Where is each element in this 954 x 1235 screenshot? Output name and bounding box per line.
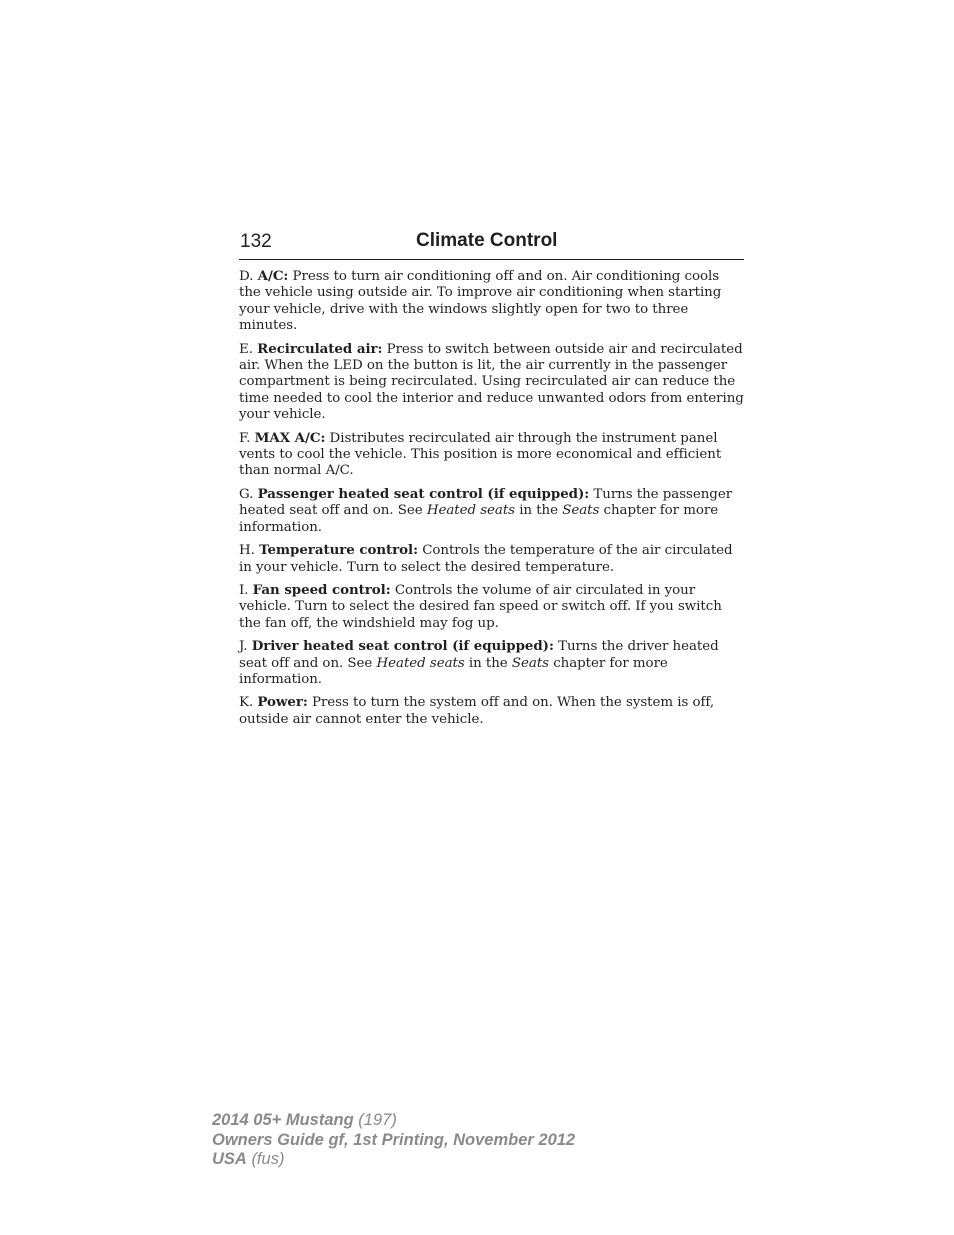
item-text: Turns the passenger heated seat off and on. See (239, 486, 733, 519)
item-letter: F. (239, 430, 251, 446)
item-letter: K. (239, 695, 254, 711)
cross-reference-seats-chapter: Seats (511, 655, 549, 671)
item-term: Passenger heated seat control (if equipped): (257, 485, 590, 502)
item-text: Controls the volume of air circulated in your vehicle. Turn to select the desired fan speed or switch off. If you switch the fan off, the windshield may fog up. (239, 582, 722, 631)
item-letter: G. (239, 486, 254, 502)
item-text: Press to turn the system off and on. When the system is off, outside air cannot enter the vehicle. (239, 695, 715, 727)
item-text: Controls the temperature of the air circulated in your vehicle. Turn to select the desired temperature. (239, 543, 733, 575)
page-footer (212, 1111, 575, 1170)
item-term: Power: (257, 694, 308, 711)
item-term: Driver heated seat control (if equipped): (251, 638, 554, 655)
footer-model-code: (197) (358, 1111, 397, 1129)
item-text: Distributes recirculated air through the instrument panel vents to cool the vehicle. This position is more economical and efficient than normal A/C. (239, 430, 722, 479)
item-g (239, 486, 745, 536)
item-text: chapter for more information. (239, 655, 668, 687)
cross-reference-heated-seats: Heated seats (426, 503, 515, 519)
item-text: Press to turn air conditioning off and on. Air conditioning cools the vehicle using outside air. To improve air conditioning when starting your vehicle, drive with the windows slightly open for two to three minutes. (239, 269, 722, 334)
footer-model: 2014 05+ Mustang (212, 1111, 354, 1129)
item-term: Temperature control: (259, 542, 418, 559)
body-text (239, 268, 745, 734)
item-f (239, 430, 745, 480)
cross-reference-heated-seats: Heated seats (376, 655, 465, 671)
item-k (239, 694, 745, 728)
item-e (239, 341, 745, 424)
item-text: Turns the driver heated seat off and on. See (239, 639, 719, 671)
item-j (239, 638, 745, 688)
item-term: Fan speed control: (252, 581, 391, 598)
item-d (239, 268, 745, 335)
item-letter: E. (239, 341, 253, 357)
item-term: A/C: (257, 268, 289, 284)
item-i (239, 582, 745, 632)
item-letter: J. (239, 639, 248, 655)
item-text: chapter for more information. (239, 503, 719, 535)
item-letter: D. (239, 269, 254, 284)
footer-printing: Owners Guide gf, 1st Printing, November 2012 (212, 1130, 576, 1149)
item-letter: H. (239, 543, 255, 559)
item-term: MAX A/C: (254, 429, 326, 446)
item-term: Recirculated air: (257, 340, 383, 357)
page-header (239, 228, 744, 260)
page-number: 132 (240, 231, 272, 252)
item-letter: I. (239, 582, 249, 598)
item-text: in the (464, 655, 512, 671)
footer-line-market (212, 1150, 575, 1170)
page-title: Climate Control (416, 230, 558, 251)
cross-reference-seats-chapter: Seats (562, 503, 600, 519)
footer-line-printing (212, 1131, 575, 1151)
item-text: in the (514, 503, 563, 519)
footer-market: USA (212, 1150, 247, 1168)
item-h (239, 542, 745, 576)
item-text: Press to switch between outside air and recirculated air. When the LED on the button is lit, the air currently in the passenger compartment is being recirculated. Using recirculated air can reduce the time needed to cool the interior and reduce unwanted odors from entering your vehicle. (239, 341, 744, 423)
footer-line-model (212, 1111, 575, 1131)
footer-market-code: (fus) (251, 1150, 285, 1168)
